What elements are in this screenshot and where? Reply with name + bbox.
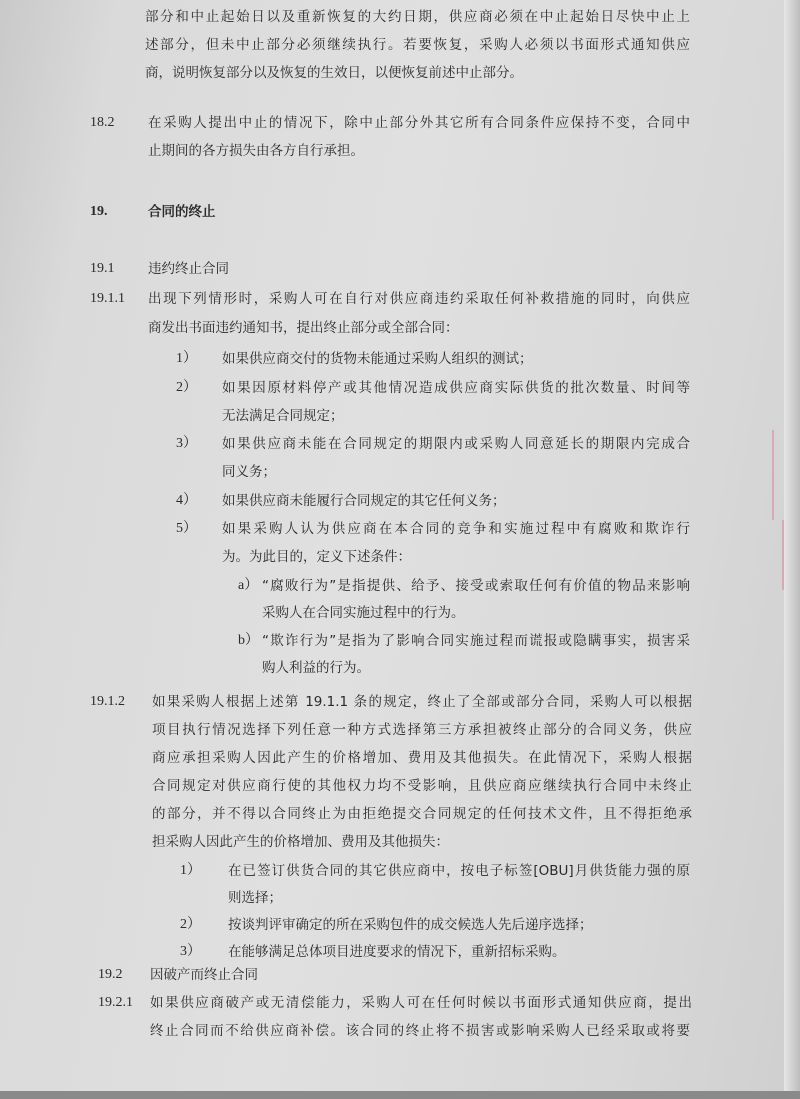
clause-number: 19.2.1 [98, 995, 133, 1010]
red-mark [782, 520, 784, 590]
clause-number: 2） [176, 380, 197, 395]
clause-text-line: 因破产而终止合同 [150, 967, 258, 983]
clause-number: 18.2 [90, 115, 115, 130]
page-right-edge [784, 0, 800, 1099]
clause-text-line: 按谈判评审确定的所在采购包件的成交候选人先后递序选择； [228, 917, 593, 933]
clause-text-line: 如果因原材料停产或其他情况造成供应商实际供货的批次数量、时间等 [222, 380, 690, 396]
clause-text-line: 如果供应商未能在合同规定的期限内或采购人同意延长的期限内完成合 [222, 436, 690, 452]
section-heading: 合同的终止 [148, 204, 216, 220]
clause-text-line: 如果供应商未能履行合同规定的其它任何义务； [222, 493, 506, 509]
clause-text-line: 如果采购人根据上述第 19.1.1 条的规定，终止了全部或部分合同，采购人可以根据 [152, 694, 692, 710]
clause-number: 3） [180, 944, 201, 959]
clause-text-line: 无法满足合同规定； [222, 408, 344, 424]
clause-text-line: 采购人在合同实施过程中的行为。 [262, 605, 465, 621]
clause-text-line: 的部分，并不得以合同终止为由拒绝提交合同规定的任何技术文件，且不得拒绝承 [152, 806, 692, 822]
clause-text-line: 部分和中止起始日以及重新恢复的大约日期，供应商必须在中止起始日尽快中止上 [145, 9, 690, 25]
clause-text-line: 在已签订供货合同的其它供应商中，按电子标签[OBU]月供货能力强的原 [228, 863, 690, 879]
clause-text-line: 担采购人因此产生的价格增加、费用及其他损失： [152, 834, 449, 850]
clause-text-line: 则选择； [228, 890, 282, 906]
clause-number: 1） [180, 863, 201, 878]
clause-number: 19. [90, 204, 108, 219]
clause-number: 19.1.1 [90, 291, 125, 306]
clause-text-line: 项目执行情况选择下列任意一种方式选择第三方承担被终止部分的合同义务，供应 [152, 722, 692, 738]
clause-text-line: 出现下列情形时，采购人可在自行对供应商违约采取任何补救措施的同时，向供应 [148, 291, 690, 307]
clause-text-line: 如果采购人认为供应商在本合同的竞争和实施过程中有腐败和欺诈行 [222, 521, 690, 537]
clause-text-line: 止期间的各方损失由各方自行承担。 [148, 143, 364, 159]
clause-number: 19.2 [98, 967, 123, 982]
clause-text-line: 在采购人提出中止的情况下，除中止部分外其它所有合同条件应保持不变，合同中 [148, 115, 690, 131]
clause-number: 19.1 [90, 261, 115, 276]
clause-text-line: 为。为此目的，定义下述条件： [222, 549, 411, 565]
clause-text-line: 合同规定对供应商行使的其他权力均不受影响，且供应商应继续执行合同中未终止 [152, 778, 692, 794]
clause-text-line: 终止合同而不给供应商补偿。该合同的终止将不损害或影响采购人已经采取或将要 [150, 1023, 690, 1039]
clause-number: 1） [176, 351, 197, 366]
clause-text-line: 同义务； [222, 464, 276, 480]
clause-number: 19.1.2 [90, 694, 125, 709]
clause-number: 3） [176, 436, 197, 451]
clause-text-line: 述部分，但未中止部分必须继续执行。若要恢复，采购人必须以书面形式通知供应 [145, 37, 690, 53]
clause-text-line: “欺诈行为”是指为了影响合同实施过程而谎报或隐瞒事实，损害采 [262, 633, 690, 649]
clause-text-line: 商，说明恢复部分以及恢复的生效日，以便恢复前述中止部分。 [145, 65, 523, 81]
clause-text-line: 商应承担采购人因此产生的价格增加、费用及其他损失。在此情况下，采购人根据 [152, 750, 692, 766]
clause-text-line: 商发出书面违约通知书，提出终止部分或全部合同： [148, 320, 459, 336]
clause-number: b） [238, 633, 259, 648]
clause-number: 4） [176, 493, 197, 508]
clause-text-line: 违约终止合同 [148, 261, 229, 277]
clause-text-line: 购人利益的行为。 [262, 660, 370, 676]
clause-number: 5） [176, 521, 197, 536]
clause-text-line: 如果供应商交付的货物未能通过采购人组织的测试； [222, 351, 533, 367]
clause-text-line: 如果供应商破产或无清偿能力，采购人可在任何时候以书面形式通知供应商，提出 [150, 995, 692, 1011]
clause-number: a） [238, 578, 259, 593]
clause-text-line: 在能够满足总体项目进度要求的情况下，重新招标采购。 [228, 944, 566, 960]
clause-number: 2） [180, 917, 201, 932]
page-bottom-edge [0, 1091, 800, 1099]
clause-text-line: “腐败行为”是指提供、给予、接受或索取任何有价值的物品来影响 [262, 578, 690, 594]
red-mark [772, 430, 774, 520]
